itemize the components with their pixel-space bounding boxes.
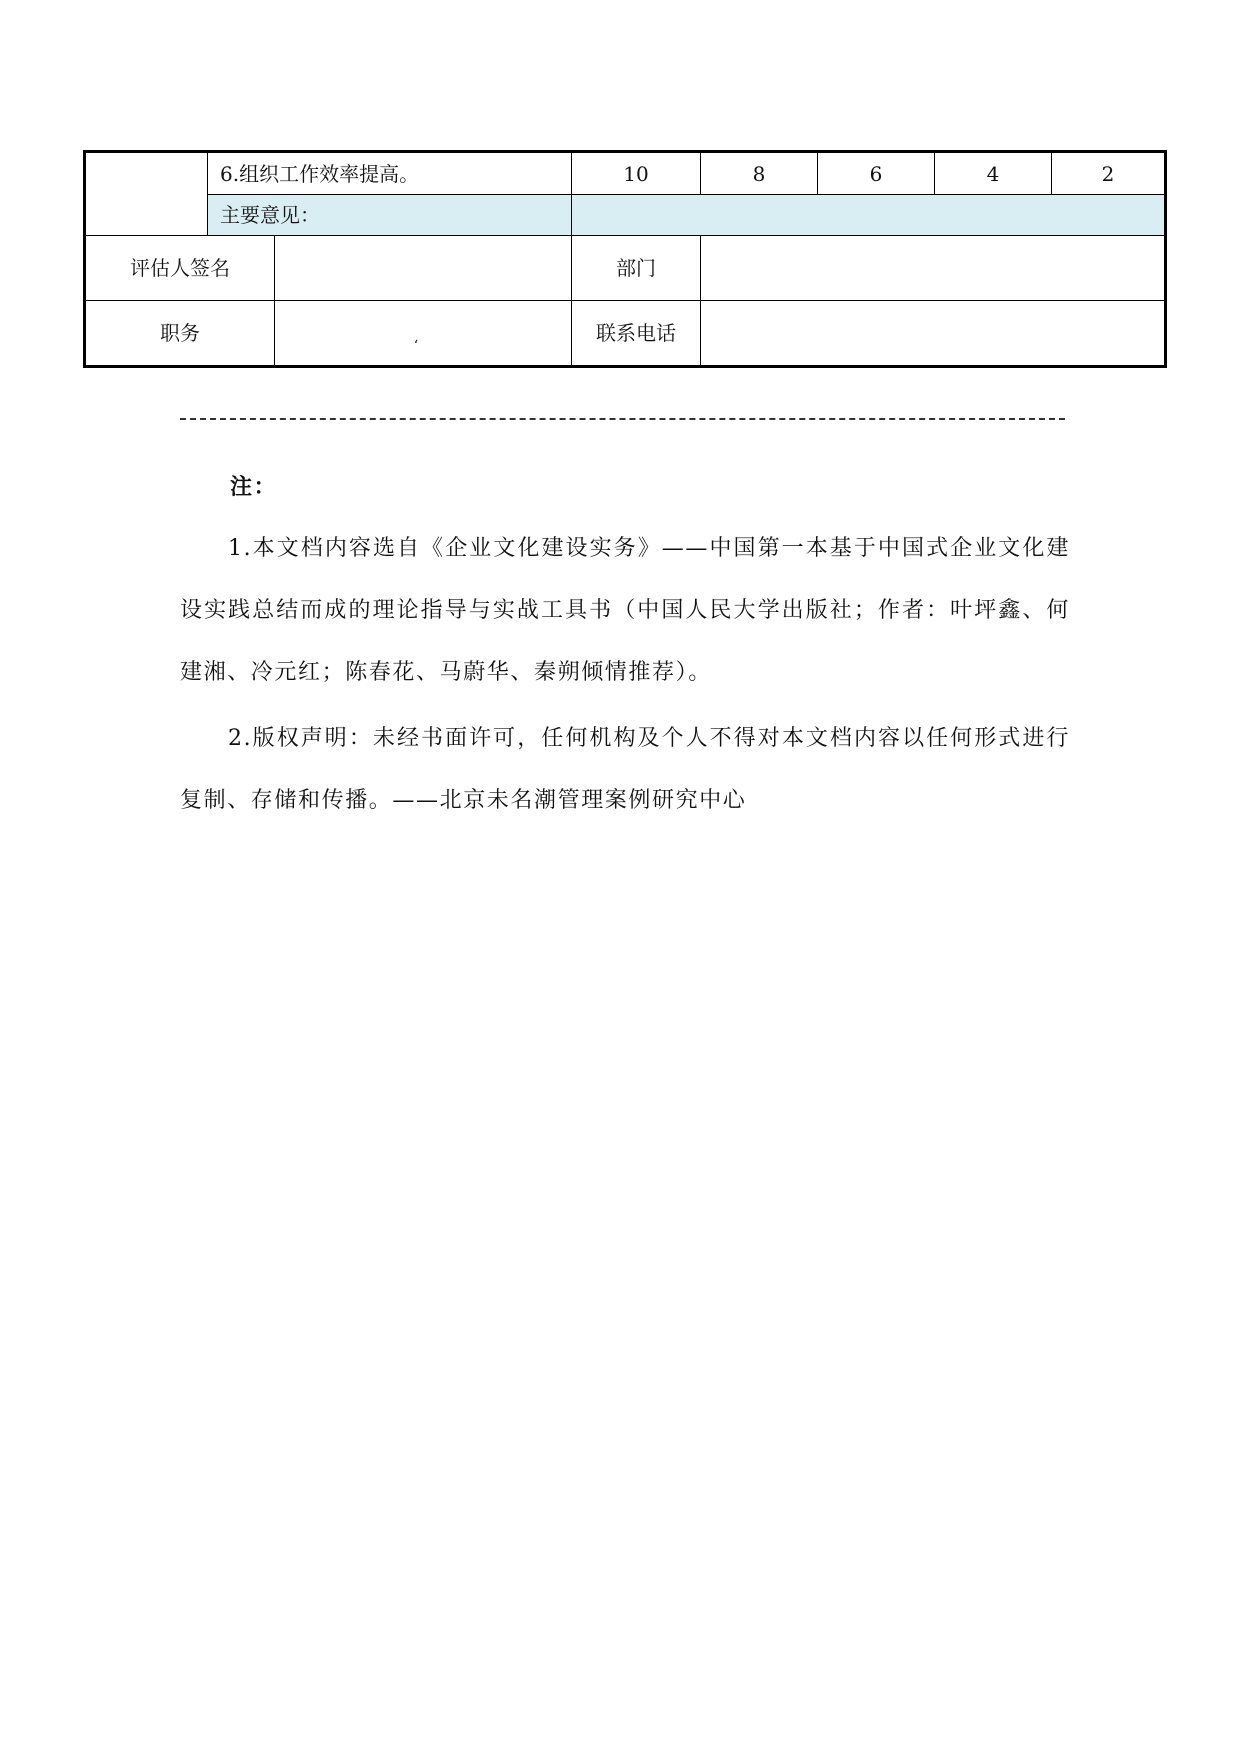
- phone-field[interactable]: [701, 301, 1166, 367]
- evaluation-table-container: [83, 150, 1164, 368]
- score-cell: 6: [818, 152, 935, 195]
- note-item: 2.版权声明：未经书面许可，任何机构及个人不得对本文档内容以任何形式进行复制、存储和传播。——北京未名潮管理案例研究中心: [180, 726, 1070, 813]
- dashed-separator: [180, 418, 1065, 420]
- item-label: 6.组织工作效率提高。: [208, 152, 572, 195]
- dept-field[interactable]: [701, 236, 1166, 301]
- signature-row: [85, 236, 1166, 301]
- notes-section: [180, 462, 1070, 836]
- opinion-row: [85, 195, 1166, 236]
- note-item: 1.本文档内容选自《企业文化建设实务》——中国第一本基于中国式企业文化建设实践总结而成的理论指导与实战工具书（中国人民大学出版社；作者：叶坪鑫、何建湘、冷元红；陈春花、马蔚华、秦朔倾情推荐）。: [180, 536, 1070, 685]
- title-row: [85, 301, 1166, 367]
- notes-title: 注：: [230, 474, 278, 500]
- signer-field[interactable]: [275, 236, 572, 301]
- opinion-label: 主要意见：: [208, 195, 572, 236]
- category-cell: [85, 152, 208, 236]
- opinion-field[interactable]: [572, 195, 1166, 236]
- evaluation-table: [83, 150, 1167, 368]
- item-row: [85, 152, 1166, 195]
- title-field-mark: ‘: [413, 338, 419, 354]
- signer-label: 评估人签名: [85, 236, 275, 301]
- title-label: 职务: [85, 301, 275, 367]
- score-cell: 2: [1052, 152, 1166, 195]
- score-cell: 10: [572, 152, 701, 195]
- dept-label: 部门: [572, 236, 701, 301]
- title-field[interactable]: [275, 301, 572, 367]
- phone-label: 联系电话: [572, 301, 701, 367]
- score-cell: 8: [701, 152, 818, 195]
- score-cell: 4: [935, 152, 1052, 195]
